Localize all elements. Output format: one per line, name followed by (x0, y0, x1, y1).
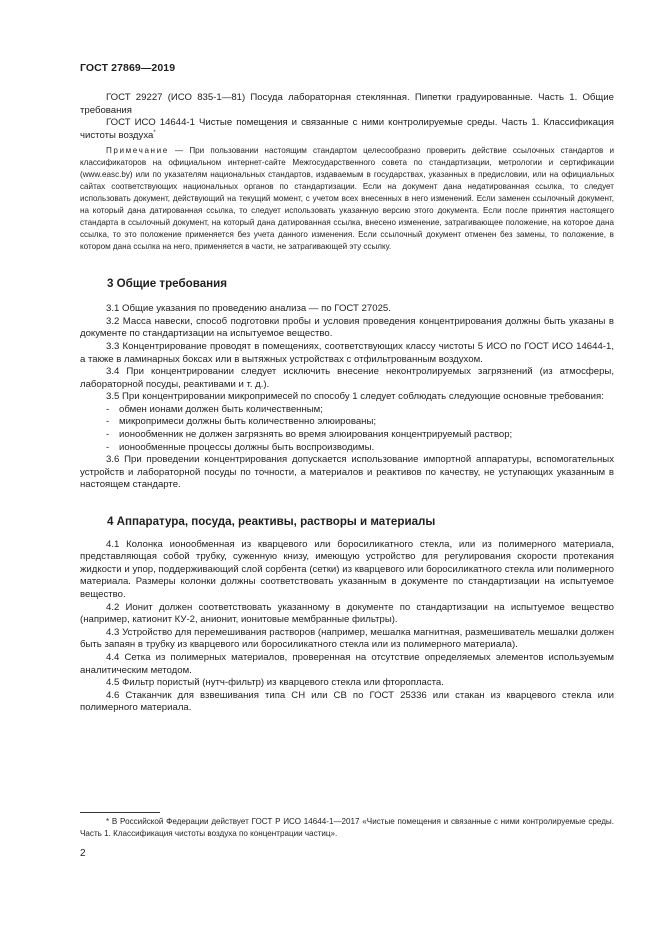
paragraph-3-6: 3.6 При проведении концентрирования допускается использование импортной аппаратуры, вспомогательных устройств и лабораторной посуды по точности, а материалов и реактивов по качеству, не уступающих указанным в настоящем стандарте. (80, 454, 614, 491)
footnote-marker: * (153, 129, 156, 136)
reference-gost-iso-14644: ГОСТ ИСО 14644-1 Чистые помещения и связанные с ними контролируемые среды. Часть 1. Классификация чистоты воздуха* (80, 117, 614, 141)
paragraph-4-6: 4.6 Стаканчик для взвешивания типа СН или СВ по ГОСТ 25336 или стакан из кварцевого стекла или полимерного материала. (80, 689, 614, 714)
footnote: * В Российской Федерации действует ГОСТ Р ИСО 14644-1—2017 «Чистые помещения и связанные с ними контролируемые среды. Часть 1. Классификация чистоты воздуха по концентрации частиц». (80, 817, 614, 838)
page-number: 2 (80, 848, 86, 859)
section-3-heading: 3 Общие требования (107, 276, 228, 290)
list-item: - микропримеси должны быть количественно элюированы; (106, 416, 377, 428)
list-item: - обмен ионами должен быть количественным; (106, 403, 323, 415)
reference-gost-29227: ГОСТ 29227 (ИСО 835-1—81) Посуда лабораторная стеклянная. Пипетки градуированные. Часть 1. Общие требования (80, 92, 614, 116)
paragraph-3-4: 3.4 При концентрировании следует исключить внесение неконтролируемых загрязнений (из атмосферы, лабораторной посуды, реактивами и т. д.). (80, 366, 614, 390)
list-item: - ионообменные процессы должны быть воспроизводимы. (106, 441, 375, 453)
paragraph-4-2: 4.2 Ионит должен соответствовать указанному в документе по стандартизации на испытуемое вещество (например, катионит КУ-2, анионит, ионитовые мембранные фильтры). (80, 601, 614, 626)
paragraph-4-1: 4.1 Колонка ионообменная из кварцевого или боросиликатного стекла, или из полимерного материала, представляющая собой трубку, суженную книзу, имеющую устройство для регулирования скорости протекания жидкости и упор, поддерживающий слой сорбента (сетки) из кварцевого или боросиликатного стекла или полимерного материала. Размеры колонки должны соответствовать указанным в документе по стандартизации на испытуемое вещество. (80, 538, 614, 600)
paragraph-4-4: 4.4 Сетка из полимерных материалов, проверенная на отсутствие определяемых элементов используемым аналитическим методом. (80, 651, 614, 676)
footnote-divider (80, 812, 160, 813)
note-text: При пользовании настоящим стандартом целесообразно проверить действие ссылочных стандартов и классификаторов на официальном интернет-сайте Межгосударственного совета по стандартизации, метрологии и сертификации (www.easc.by) или по указателям национальных стандартов, издаваемым в государствах, указанных в предисловии, или на официальных сайтах соответствующих национальных органов по стандартизации. Если на документ дана недатированная ссылка, то следует использовать документ, действующий на текущий момент, с учетом всех внесенных в него изменений. Если заменен ссылочный документ, на который дана датированная ссылка, то следует использовать указанную версию этого документа. Если после принятия настоящего стандарта в ссылочный документ, на который дана датированная ссылка, внесено изменение, затрагивающее положение, на которое дана ссылка, то это положение применяется без учета данного изменения. Если ссылочный документ отменен без замены, то положение, в котором дана ссылка на него, применяется в части, не затрагивающей эту ссылку. (80, 146, 614, 251)
list-item: - ионообменник не должен загрязнять во время элюирования концентрируемый раствор; (106, 429, 513, 441)
page-body (80, 92, 614, 715)
paragraph-3-2: 3.2 Масса навески, способ подготовки пробы и условия проведения концентрирования должны быть указаны в документе по стандартизации на испытуемое вещество. (80, 315, 614, 340)
document-code: ГОСТ 27869—2019 (80, 62, 176, 74)
paragraph-4-3: 4.3 Устройство для перемешивания растворов (например, мешалка магнитная, размешиватель мешалки должен быть запаян в трубку из кварцевого или боросиликатного стекла или из полимерного материала). (80, 626, 614, 651)
paragraph-4-5: 4.5 Фильтр пористый (нутч-фильтр) из кварцевого стекла или фторопласта. (106, 677, 444, 689)
paragraph-3-1: 3.1 Общие указания по проведению анализа — по ГОСТ 27025. (106, 303, 391, 315)
paragraph-3-3: 3.3 Концентрирование проводят в помещениях, соответствующих классу чистоты 5 ИСО по ГОСТ ИСО 14644-1, а также в ламинарных боксах или в вытяжных устройствах с отфильтрованным воздухом. (80, 340, 614, 365)
section-4-heading: 4 Аппаратура, посуда, реактивы, растворы и материалы (107, 515, 436, 529)
paragraph-3-5: 3.5 При концентрировании микропримесей по способу 1 следует соблюдать следующие основные требования: (106, 391, 604, 403)
note-label: Примечание (106, 146, 169, 156)
note-paragraph: Примечание — При пользовании настоящим стандартом целесообразно проверить действие ссылочных стандартов и классификаторов на официальном интернет-сайте Межгосударственного совета по стандартизации, метрологии и сертификации (www.easc.by) или по указателям национальных стандартов, издаваемым в государствах, указанных в предисловии, или на официальных сайтах соответствующих национальных органов по стандартизации. Если на документ дана недатированная ссылка, то следует использовать документ, действующий на текущий момент, с учетом всех внесенных в него изменений. Если заменен ссылочный документ, на который дана датированная ссылка, то следует использовать указанную версию этого документа. Если после принятия настоящего стандарта в ссылочный документ, на который дана датированная ссылка, внесено изменение, затрагивающее положение, на которое дана ссылка, то это положение применяется без учета данного изменения. Если ссылочный документ отменен без замены, то положение, в котором дана ссылка на него, применяется в части, не затрагивающей эту ссылку. (80, 146, 614, 251)
